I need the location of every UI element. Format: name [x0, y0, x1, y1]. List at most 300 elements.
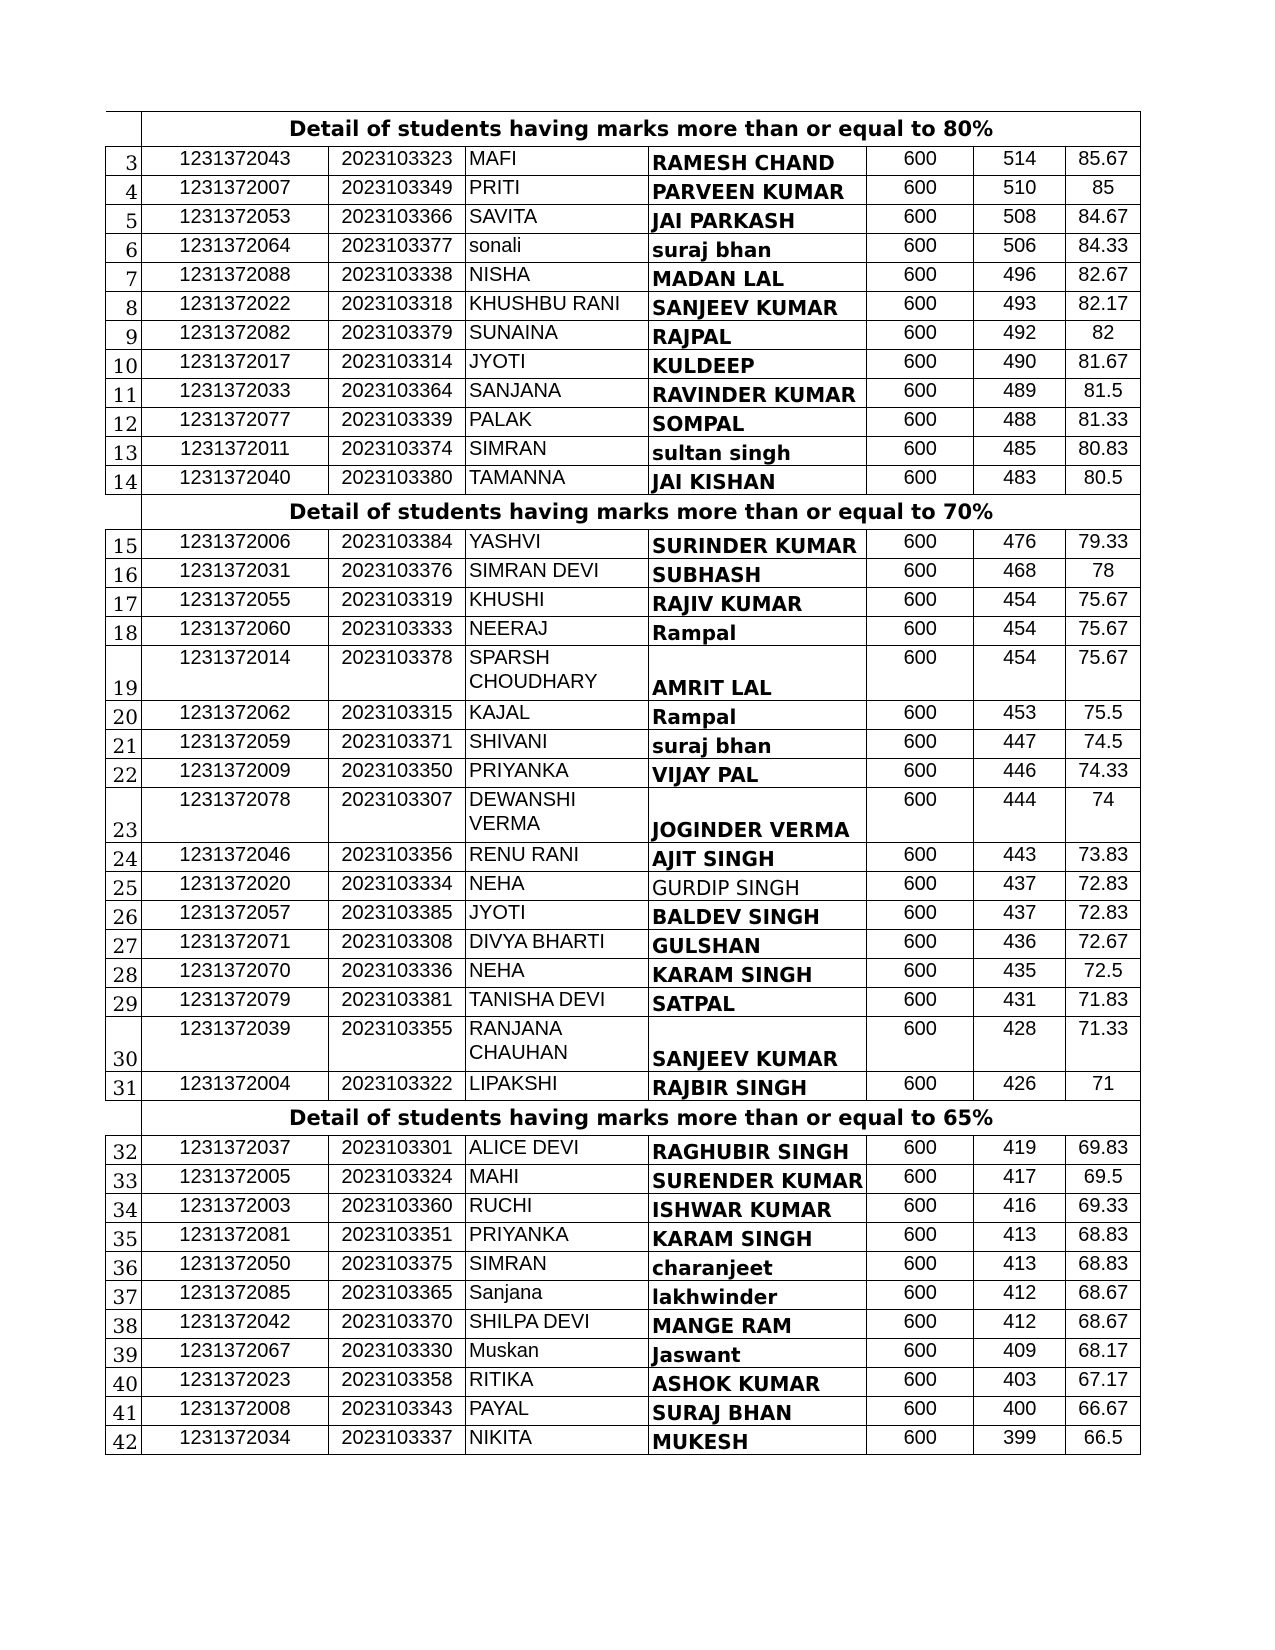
marks-obtained-cell: 413 [974, 1223, 1066, 1252]
max-marks-cell: 600 [867, 379, 974, 408]
max-marks-cell: 600 [867, 408, 974, 437]
roll-number-cell: 1231372011 [142, 437, 329, 466]
father-name-cell: SURENDER KUMAR [649, 1165, 867, 1194]
registration-number-cell: 2023103366 [329, 205, 466, 234]
max-marks-cell: 600 [867, 1165, 974, 1194]
percentage-cell: 72.83 [1066, 872, 1141, 901]
marks-obtained-cell: 446 [974, 759, 1066, 788]
percentage-cell: 71.33 [1066, 1017, 1141, 1072]
registration-number-cell: 2023103334 [329, 872, 466, 901]
father-name-cell: RAGHUBIR SINGH [649, 1136, 867, 1165]
student-row [106, 205, 1141, 234]
father-name-cell: MADAN LAL [649, 263, 867, 292]
roll-number-cell: 1231372070 [142, 959, 329, 988]
roll-number-cell: 1231372043 [142, 147, 329, 176]
marks-obtained-cell: 454 [974, 646, 1066, 701]
student-name-cell: NEERAJ [466, 617, 649, 646]
marks-obtained-cell: 493 [974, 292, 1066, 321]
percentage-cell: 85.67 [1066, 147, 1141, 176]
student-row [106, 466, 1141, 495]
student-row [106, 1252, 1141, 1281]
roll-number-cell: 1231372003 [142, 1194, 329, 1223]
heading-spacer-cell [106, 112, 142, 147]
roll-number-cell: 1231372004 [142, 1072, 329, 1101]
father-name-cell: Jaswant [649, 1339, 867, 1368]
percentage-cell: 71 [1066, 1072, 1141, 1101]
student-name-cell: JYOTI [466, 901, 649, 930]
max-marks-cell: 600 [867, 1397, 974, 1426]
father-name-cell: RAVINDER KUMAR [649, 379, 867, 408]
student-row [106, 1368, 1141, 1397]
roll-number-cell: 1231372059 [142, 730, 329, 759]
marks-obtained-cell: 468 [974, 559, 1066, 588]
student-row [106, 1194, 1141, 1223]
serial-number-cell: 27 [106, 930, 142, 959]
marks-obtained-cell: 413 [974, 1252, 1066, 1281]
max-marks-cell: 600 [867, 350, 974, 379]
student-row [106, 176, 1141, 205]
serial-number-cell: 42 [106, 1426, 142, 1455]
marks-obtained-cell: 437 [974, 901, 1066, 930]
percentage-cell: 81.33 [1066, 408, 1141, 437]
registration-number-cell: 2023103343 [329, 1397, 466, 1426]
percentage-cell: 66.67 [1066, 1397, 1141, 1426]
student-name-cell: PRIYANKA [466, 1223, 649, 1252]
father-name-cell: PARVEEN KUMAR [649, 176, 867, 205]
father-name-cell: Rampal [649, 701, 867, 730]
student-name-cell: PRIYANKA [466, 759, 649, 788]
student-name-cell: DEWANSHI VERMA [466, 788, 649, 843]
percentage-cell: 68.83 [1066, 1252, 1141, 1281]
marks-obtained-cell: 444 [974, 788, 1066, 843]
father-name-cell: KULDEEP [649, 350, 867, 379]
serial-number-cell: 22 [106, 759, 142, 788]
registration-number-cell: 2023103377 [329, 234, 466, 263]
max-marks-cell: 600 [867, 147, 974, 176]
serial-number-cell: 26 [106, 901, 142, 930]
percentage-cell: 72.67 [1066, 930, 1141, 959]
serial-number-cell: 13 [106, 437, 142, 466]
student-row [106, 872, 1141, 901]
father-name-cell: KARAM SINGH [649, 959, 867, 988]
marks-obtained-cell: 510 [974, 176, 1066, 205]
percentage-cell: 84.67 [1066, 205, 1141, 234]
father-name-cell: SURINDER KUMAR [649, 530, 867, 559]
roll-number-cell: 1231372042 [142, 1310, 329, 1339]
student-name-cell: YASHVI [466, 530, 649, 559]
serial-number-cell: 28 [106, 959, 142, 988]
registration-number-cell: 2023103378 [329, 646, 466, 701]
student-name-cell: SIMRAN DEVI [466, 559, 649, 588]
roll-number-cell: 1231372053 [142, 205, 329, 234]
roll-number-cell: 1231372057 [142, 901, 329, 930]
serial-number-cell: 17 [106, 588, 142, 617]
roll-number-cell: 1231372055 [142, 588, 329, 617]
father-name-cell: JAI PARKASH [649, 205, 867, 234]
max-marks-cell: 600 [867, 1223, 974, 1252]
father-name-cell: suraj bhan [649, 234, 867, 263]
registration-number-cell: 2023103339 [329, 408, 466, 437]
father-name-cell: RAJBIR SINGH [649, 1072, 867, 1101]
student-row [106, 559, 1141, 588]
registration-number-cell: 2023103336 [329, 959, 466, 988]
percentage-cell: 82.67 [1066, 263, 1141, 292]
percentage-cell: 75.67 [1066, 617, 1141, 646]
registration-number-cell: 2023103374 [329, 437, 466, 466]
serial-number-cell: 4 [106, 176, 142, 205]
registration-number-cell: 2023103349 [329, 176, 466, 205]
registration-number-cell: 2023103379 [329, 321, 466, 350]
max-marks-cell: 600 [867, 1426, 974, 1455]
father-name-cell: KARAM SINGH [649, 1223, 867, 1252]
father-name-cell: lakhwinder [649, 1281, 867, 1310]
father-name-cell: SATPAL [649, 988, 867, 1017]
registration-number-cell: 2023103322 [329, 1072, 466, 1101]
percentage-cell: 85 [1066, 176, 1141, 205]
percentage-cell: 74 [1066, 788, 1141, 843]
marks-obtained-cell: 453 [974, 701, 1066, 730]
registration-number-cell: 2023103337 [329, 1426, 466, 1455]
max-marks-cell: 600 [867, 788, 974, 843]
student-row [106, 701, 1141, 730]
max-marks-cell: 600 [867, 872, 974, 901]
student-name-cell: PALAK [466, 408, 649, 437]
marks-obtained-cell: 400 [974, 1397, 1066, 1426]
student-name-cell: LIPAKSHI [466, 1072, 649, 1101]
roll-number-cell: 1231372071 [142, 930, 329, 959]
percentage-cell: 68.17 [1066, 1339, 1141, 1368]
max-marks-cell: 600 [867, 588, 974, 617]
father-name-cell: ASHOK KUMAR [649, 1368, 867, 1397]
father-name-cell: AMRIT LAL [649, 646, 867, 701]
student-row [106, 1310, 1141, 1339]
max-marks-cell: 600 [867, 437, 974, 466]
student-name-cell: MAFI [466, 147, 649, 176]
father-name-cell: MUKESH [649, 1426, 867, 1455]
student-row [106, 234, 1141, 263]
marks-obtained-cell: 412 [974, 1310, 1066, 1339]
student-row [106, 759, 1141, 788]
student-row [106, 788, 1141, 843]
serial-number-cell: 29 [106, 988, 142, 1017]
student-name-cell: DIVYA BHARTI [466, 930, 649, 959]
father-name-cell: SURAJ BHAN [649, 1397, 867, 1426]
student-name-cell: TAMANNA [466, 466, 649, 495]
marks-obtained-cell: 409 [974, 1339, 1066, 1368]
max-marks-cell: 600 [867, 234, 974, 263]
section-heading-row [106, 495, 1141, 530]
marks-obtained-cell: 399 [974, 1426, 1066, 1455]
max-marks-cell: 600 [867, 930, 974, 959]
percentage-cell: 75.67 [1066, 646, 1141, 701]
roll-number-cell: 1231372085 [142, 1281, 329, 1310]
registration-number-cell: 2023103358 [329, 1368, 466, 1397]
roll-number-cell: 1231372034 [142, 1426, 329, 1455]
student-row [106, 1281, 1141, 1310]
percentage-cell: 73.83 [1066, 843, 1141, 872]
father-name-cell: RAJPAL [649, 321, 867, 350]
father-name-cell: GURDIP SINGH [649, 872, 867, 901]
marks-obtained-cell: 447 [974, 730, 1066, 759]
marks-obtained-cell: 496 [974, 263, 1066, 292]
father-name-cell: VIJAY PAL [649, 759, 867, 788]
marks-obtained-cell: 417 [974, 1165, 1066, 1194]
serial-number-cell: 23 [106, 788, 142, 843]
student-row [106, 350, 1141, 379]
roll-number-cell: 1231372060 [142, 617, 329, 646]
student-row [106, 1426, 1141, 1455]
percentage-cell: 69.33 [1066, 1194, 1141, 1223]
father-name-cell: charanjeet [649, 1252, 867, 1281]
max-marks-cell: 600 [867, 530, 974, 559]
max-marks-cell: 600 [867, 263, 974, 292]
student-row [106, 1136, 1141, 1165]
student-name-cell: RANJANA CHAUHAN [466, 1017, 649, 1072]
serial-number-cell: 18 [106, 617, 142, 646]
max-marks-cell: 600 [867, 1281, 974, 1310]
marks-obtained-cell: 488 [974, 408, 1066, 437]
roll-number-cell: 1231372081 [142, 1223, 329, 1252]
father-name-cell: RAJIV KUMAR [649, 588, 867, 617]
serial-number-cell: 16 [106, 559, 142, 588]
roll-number-cell: 1231372033 [142, 379, 329, 408]
marks-obtained-cell: 454 [974, 617, 1066, 646]
father-name-cell: GULSHAN [649, 930, 867, 959]
percentage-cell: 71.83 [1066, 988, 1141, 1017]
student-row [106, 901, 1141, 930]
student-row [106, 147, 1141, 176]
percentage-cell: 74.33 [1066, 759, 1141, 788]
percentage-cell: 82.17 [1066, 292, 1141, 321]
percentage-cell: 81.67 [1066, 350, 1141, 379]
registration-number-cell: 2023103350 [329, 759, 466, 788]
registration-number-cell: 2023103318 [329, 292, 466, 321]
student-name-cell: SAVITA [466, 205, 649, 234]
percentage-cell: 72.83 [1066, 901, 1141, 930]
serial-number-cell: 38 [106, 1310, 142, 1339]
father-name-cell: JAI KISHAN [649, 466, 867, 495]
roll-number-cell: 1231372023 [142, 1368, 329, 1397]
serial-number-cell: 10 [106, 350, 142, 379]
student-row [106, 379, 1141, 408]
registration-number-cell: 2023103380 [329, 466, 466, 495]
serial-number-cell: 32 [106, 1136, 142, 1165]
student-name-cell: sonali [466, 234, 649, 263]
student-row [106, 843, 1141, 872]
registration-number-cell: 2023103308 [329, 930, 466, 959]
serial-number-cell: 20 [106, 701, 142, 730]
serial-number-cell: 7 [106, 263, 142, 292]
registration-number-cell: 2023103301 [329, 1136, 466, 1165]
roll-number-cell: 1231372088 [142, 263, 329, 292]
roll-number-cell: 1231372014 [142, 646, 329, 701]
percentage-cell: 69.83 [1066, 1136, 1141, 1165]
student-row [106, 617, 1141, 646]
serial-number-cell: 6 [106, 234, 142, 263]
student-row [106, 1339, 1141, 1368]
serial-number-cell: 21 [106, 730, 142, 759]
max-marks-cell: 600 [867, 1136, 974, 1165]
percentage-cell: 84.33 [1066, 234, 1141, 263]
student-row [106, 1165, 1141, 1194]
registration-number-cell: 2023103376 [329, 559, 466, 588]
percentage-cell: 74.5 [1066, 730, 1141, 759]
student-name-cell: SHILPA DEVI [466, 1310, 649, 1339]
registration-number-cell: 2023103319 [329, 588, 466, 617]
registration-number-cell: 2023103370 [329, 1310, 466, 1339]
student-name-cell: SPARSH CHOUDHARY [466, 646, 649, 701]
student-name-cell: MAHI [466, 1165, 649, 1194]
registration-number-cell: 2023103314 [329, 350, 466, 379]
father-name-cell: MANGE RAM [649, 1310, 867, 1339]
serial-number-cell: 41 [106, 1397, 142, 1426]
registration-number-cell: 2023103338 [329, 263, 466, 292]
max-marks-cell: 600 [867, 559, 974, 588]
student-name-cell: NISHA [466, 263, 649, 292]
serial-number-cell: 33 [106, 1165, 142, 1194]
serial-number-cell: 12 [106, 408, 142, 437]
registration-number-cell: 2023103375 [329, 1252, 466, 1281]
student-row [106, 588, 1141, 617]
max-marks-cell: 600 [867, 1310, 974, 1339]
marks-obtained-cell: 514 [974, 147, 1066, 176]
father-name-cell: SANJEEV KUMAR [649, 292, 867, 321]
marks-obtained-cell: 426 [974, 1072, 1066, 1101]
student-row [106, 1397, 1141, 1426]
marks-obtained-cell: 437 [974, 872, 1066, 901]
student-name-cell: PAYAL [466, 1397, 649, 1426]
father-name-cell: Rampal [649, 617, 867, 646]
serial-number-cell: 3 [106, 147, 142, 176]
student-row [106, 730, 1141, 759]
roll-number-cell: 1231372031 [142, 559, 329, 588]
max-marks-cell: 600 [867, 466, 974, 495]
roll-number-cell: 1231372078 [142, 788, 329, 843]
percentage-cell: 67.17 [1066, 1368, 1141, 1397]
father-name-cell: AJIT SINGH [649, 843, 867, 872]
serial-number-cell: 40 [106, 1368, 142, 1397]
roll-number-cell: 1231372077 [142, 408, 329, 437]
student-row [106, 1017, 1141, 1072]
roll-number-cell: 1231372062 [142, 701, 329, 730]
registration-number-cell: 2023103381 [329, 988, 466, 1017]
section-heading: Detail of students having marks more than or equal to 80% [142, 112, 1141, 147]
max-marks-cell: 600 [867, 701, 974, 730]
serial-number-cell: 24 [106, 843, 142, 872]
roll-number-cell: 1231372020 [142, 872, 329, 901]
roll-number-cell: 1231372022 [142, 292, 329, 321]
percentage-cell: 75.67 [1066, 588, 1141, 617]
student-row [106, 959, 1141, 988]
student-name-cell: SHIVANI [466, 730, 649, 759]
student-marks-table [105, 111, 1141, 1455]
marks-obtained-cell: 428 [974, 1017, 1066, 1072]
serial-number-cell: 25 [106, 872, 142, 901]
student-name-cell: KHUSHI [466, 588, 649, 617]
heading-spacer-cell [106, 1101, 142, 1136]
student-row [106, 530, 1141, 559]
student-row [106, 1223, 1141, 1252]
registration-number-cell: 2023103360 [329, 1194, 466, 1223]
registration-number-cell: 2023103330 [329, 1339, 466, 1368]
registration-number-cell: 2023103384 [329, 530, 466, 559]
student-name-cell: KHUSHBU RANI [466, 292, 649, 321]
roll-number-cell: 1231372005 [142, 1165, 329, 1194]
marks-obtained-cell: 403 [974, 1368, 1066, 1397]
max-marks-cell: 600 [867, 1339, 974, 1368]
marks-obtained-cell: 490 [974, 350, 1066, 379]
marks-obtained-cell: 443 [974, 843, 1066, 872]
max-marks-cell: 600 [867, 959, 974, 988]
student-row [106, 930, 1141, 959]
student-row [106, 437, 1141, 466]
percentage-cell: 79.33 [1066, 530, 1141, 559]
student-row [106, 408, 1141, 437]
percentage-cell: 68.67 [1066, 1310, 1141, 1339]
student-name-cell: ALICE DEVI [466, 1136, 649, 1165]
marks-obtained-cell: 489 [974, 379, 1066, 408]
registration-number-cell: 2023103307 [329, 788, 466, 843]
father-name-cell: ISHWAR KUMAR [649, 1194, 867, 1223]
registration-number-cell: 2023103371 [329, 730, 466, 759]
percentage-cell: 69.5 [1066, 1165, 1141, 1194]
registration-number-cell: 2023103351 [329, 1223, 466, 1252]
student-name-cell: RITIKA [466, 1368, 649, 1397]
student-name-cell: SIMRAN [466, 437, 649, 466]
registration-number-cell: 2023103356 [329, 843, 466, 872]
percentage-cell: 81.5 [1066, 379, 1141, 408]
section-heading-row [106, 1101, 1141, 1136]
percentage-cell: 75.5 [1066, 701, 1141, 730]
serial-number-cell: 39 [106, 1339, 142, 1368]
student-name-cell: TANISHA DEVI [466, 988, 649, 1017]
roll-number-cell: 1231372037 [142, 1136, 329, 1165]
roll-number-cell: 1231372040 [142, 466, 329, 495]
serial-number-cell: 14 [106, 466, 142, 495]
father-name-cell: sultan singh [649, 437, 867, 466]
student-row [106, 1072, 1141, 1101]
serial-number-cell: 35 [106, 1223, 142, 1252]
marks-obtained-cell: 412 [974, 1281, 1066, 1310]
student-row [106, 292, 1141, 321]
roll-number-cell: 1231372009 [142, 759, 329, 788]
max-marks-cell: 600 [867, 292, 974, 321]
percentage-cell: 80.83 [1066, 437, 1141, 466]
marks-obtained-cell: 431 [974, 988, 1066, 1017]
serial-number-cell: 5 [106, 205, 142, 234]
serial-number-cell: 8 [106, 292, 142, 321]
student-name-cell: NEHA [466, 959, 649, 988]
max-marks-cell: 600 [867, 176, 974, 205]
percentage-cell: 66.5 [1066, 1426, 1141, 1455]
max-marks-cell: 600 [867, 843, 974, 872]
serial-number-cell: 34 [106, 1194, 142, 1223]
serial-number-cell: 30 [106, 1017, 142, 1072]
student-name-cell: PRITI [466, 176, 649, 205]
percentage-cell: 68.67 [1066, 1281, 1141, 1310]
serial-number-cell: 9 [106, 321, 142, 350]
max-marks-cell: 600 [867, 1072, 974, 1101]
serial-number-cell: 11 [106, 379, 142, 408]
student-row [106, 263, 1141, 292]
registration-number-cell: 2023103324 [329, 1165, 466, 1194]
student-name-cell: NIKITA [466, 1426, 649, 1455]
max-marks-cell: 600 [867, 617, 974, 646]
marks-obtained-cell: 416 [974, 1194, 1066, 1223]
student-name-cell: SANJANA [466, 379, 649, 408]
registration-number-cell: 2023103364 [329, 379, 466, 408]
section-heading: Detail of students having marks more than or equal to 65% [142, 1101, 1141, 1136]
